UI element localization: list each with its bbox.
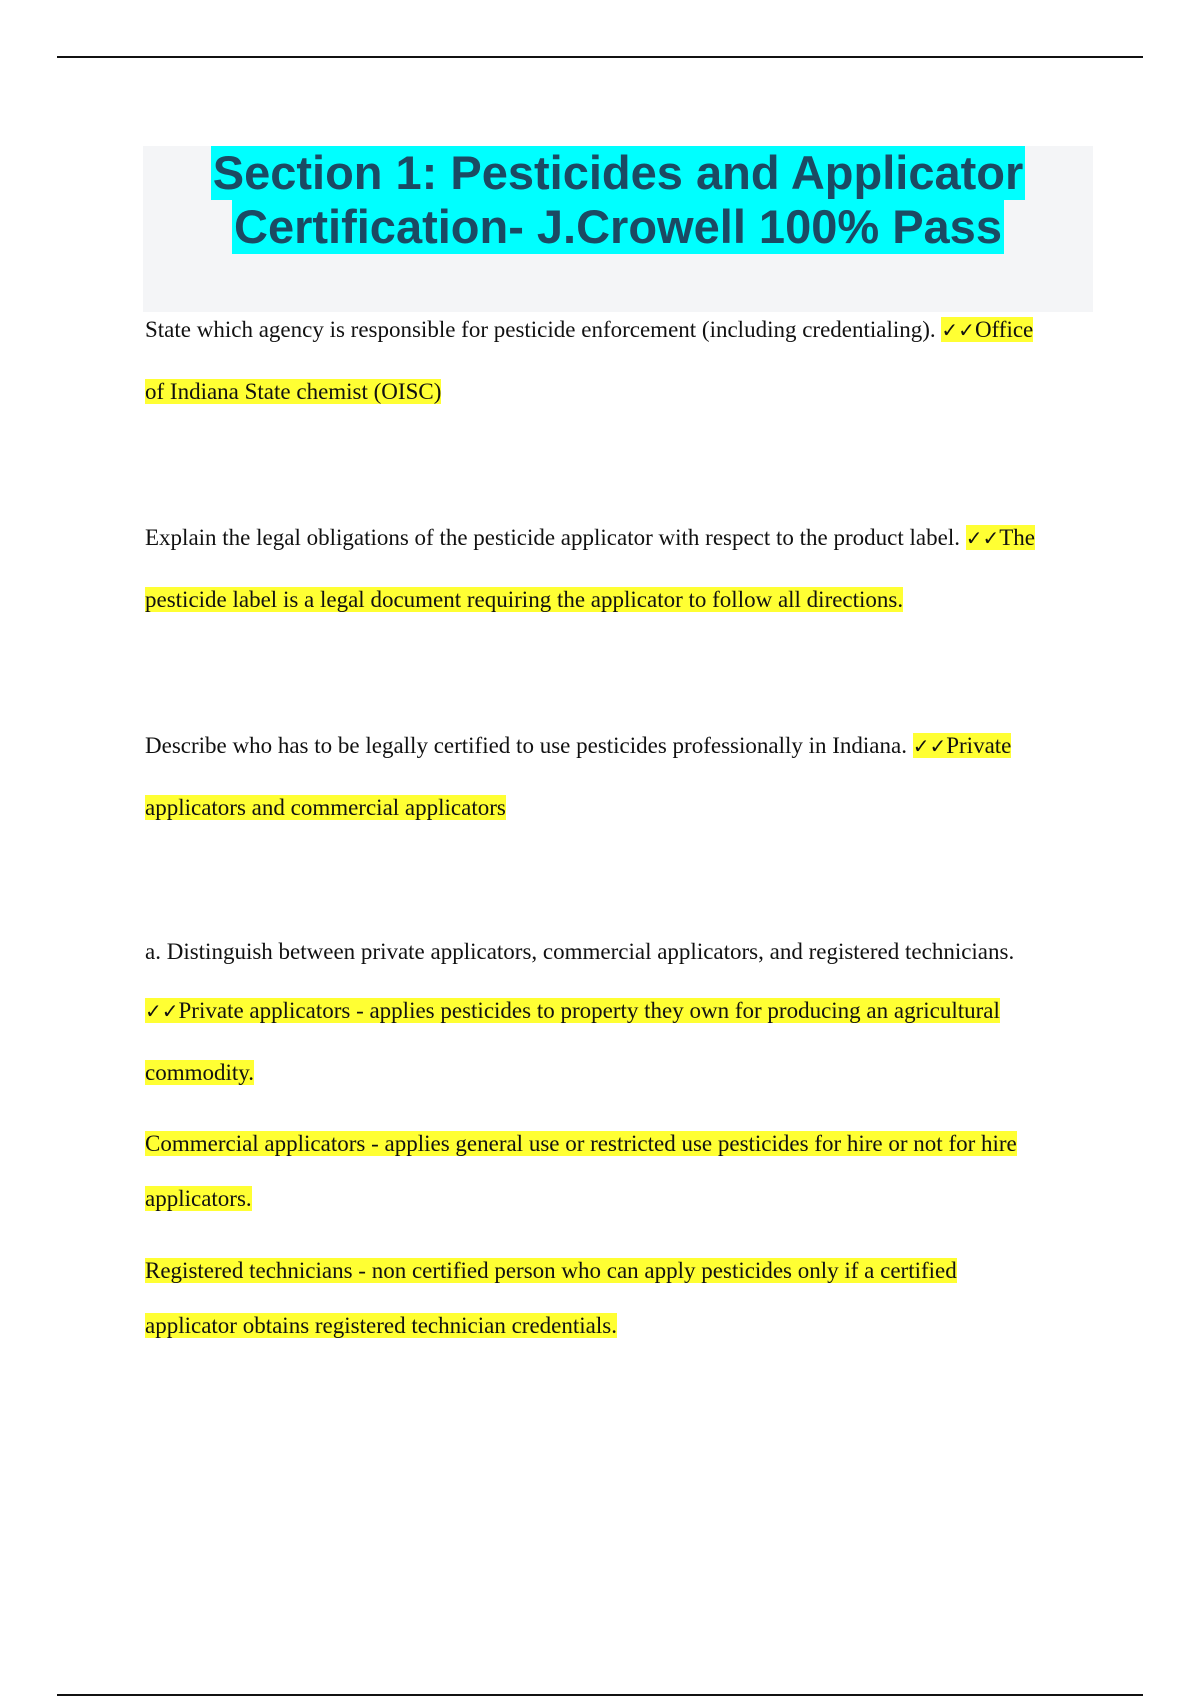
qa-item-3 [145,715,1095,838]
answer-registered-technicians [145,1243,1095,1353]
double-check-icon: ✓✓ [912,734,947,758]
answer-highlight [941,317,1033,342]
title-line-1: Section 1: Pesticides and Applicator [212,146,1024,199]
answer-text: commodity. [145,1060,255,1085]
answer-highlight [145,998,1000,1023]
question-text: Describe who has to be legally certified to use pesticides professionally in Indiana. [145,733,907,758]
answer-text-start: Private [946,733,1012,758]
answer-text: Commercial applicators - applies general use or restricted use pesticides for hire or not for hire [145,1131,1017,1156]
bottom-rule [57,1694,1143,1696]
title-block [143,146,1093,312]
answer-text-start: The [999,525,1036,550]
question-text: a. Distinguish between private applicators, commercial applicators, and registered technicians. [145,939,1015,964]
answer-text: of Indiana State chemist (OISC) [145,379,442,404]
question-text: Explain the legal obligations of the pesticide applicator with respect to the product label. [145,525,960,550]
answer-text: applicators and commercial applicators [145,795,506,820]
answer-commercial-applicators [145,1116,1095,1226]
answer-text-start: Office [974,317,1034,342]
answer-text: Private applicators - applies pesticides to property they own for producing an agricultural [178,998,1000,1023]
double-check-icon: ✓✓ [941,318,975,342]
answer-text: applicators. [145,1186,252,1211]
top-rule [57,56,1143,58]
answer-text: Registered technicians - non certified person who can apply pesticides only if a certified [145,1258,957,1283]
qa-item-2 [145,507,1095,630]
answer-highlight [966,525,1035,550]
qa-item-1 [145,299,1095,422]
double-check-icon: ✓✓ [965,526,1000,550]
answer-text: pesticide label is a legal document requiring the applicator to follow all directions. [145,587,904,612]
qa-item-4-question [145,924,1095,979]
answer-text: applicator obtains registered technician credentials. [145,1313,617,1338]
double-check-icon: ✓✓ [145,999,179,1023]
answer-private-applicators [145,980,1095,1103]
answer-highlight [913,733,1012,758]
question-text: State which agency is responsible for pesticide enforcement (including credentialing). [145,317,936,342]
title-line-2: Certification- J.Crowell 100% Pass [234,200,1002,253]
